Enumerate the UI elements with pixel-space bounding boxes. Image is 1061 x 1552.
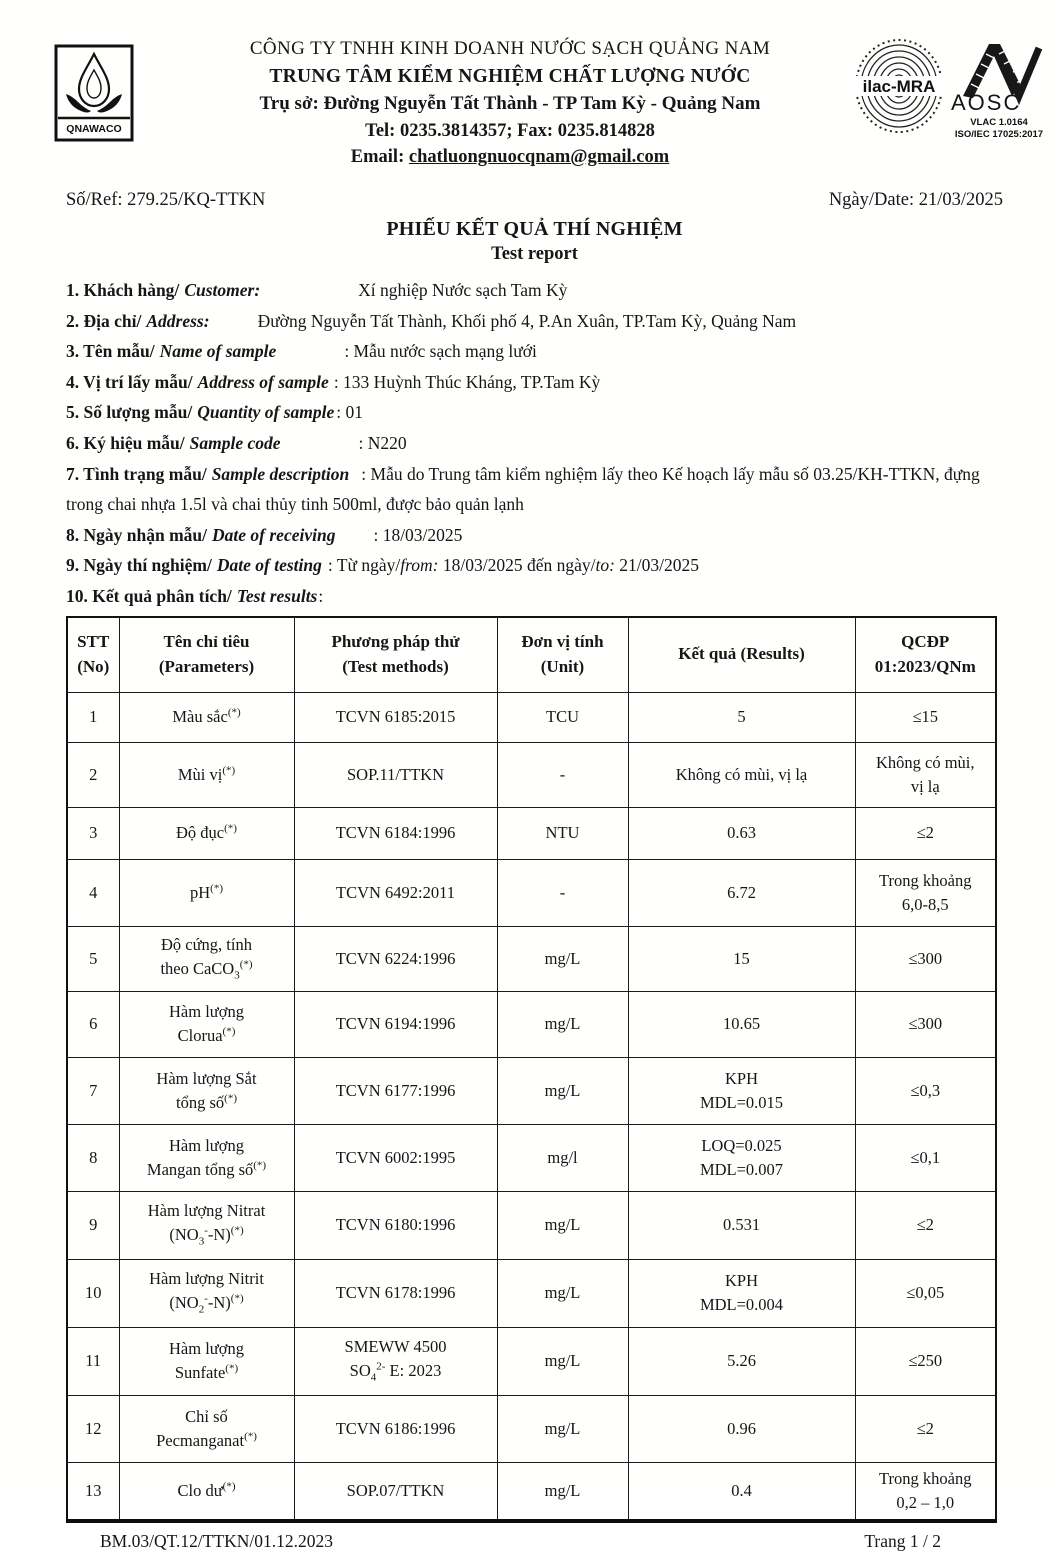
email-line <box>148 144 872 170</box>
table-row <box>67 1191 996 1259</box>
cell-no: 9 <box>67 1191 119 1259</box>
info-value: Xí nghiệp Nước sạch Tam Kỳ <box>358 280 568 300</box>
cell-method: TCVN 6224:1996 <box>294 926 497 991</box>
cell-result: 0.4 <box>628 1462 855 1521</box>
tel-fax: Tel: 0235.3814357; Fax: 0235.814828 <box>365 120 655 141</box>
info-item <box>66 336 1003 367</box>
cell-param: Độ cứng, tính theo CaCO$_3$(*) <box>119 926 294 991</box>
cell-no: 1 <box>67 692 119 742</box>
cell-method: TCVN 6492:2011 <box>294 859 497 926</box>
cell-limit: ≤0,3 <box>855 1057 996 1124</box>
cell-param: Độ đục(*) <box>119 807 294 859</box>
info-item <box>66 520 1003 551</box>
cell-param: Mùi vị(*) <box>119 742 294 807</box>
results-table-header <box>67 617 996 693</box>
info-item <box>66 306 1003 337</box>
cell-unit: - <box>497 742 628 807</box>
cell-no: 13 <box>67 1462 119 1521</box>
table-row <box>67 926 996 991</box>
cell-method: TCVN 6186:1996 <box>294 1395 497 1462</box>
info-item <box>66 550 1003 581</box>
cell-no: 11 <box>67 1327 119 1395</box>
page-footer <box>100 1531 941 1552</box>
cell-method: TCVN 6184:1996 <box>294 807 497 859</box>
cell-unit: mg/L <box>497 926 628 991</box>
cell-result: 10.65 <box>628 991 855 1057</box>
cell-unit: mg/L <box>497 1191 628 1259</box>
cell-no: 4 <box>67 859 119 926</box>
table-row <box>67 859 996 926</box>
ilac-mra-icon <box>853 34 945 142</box>
cell-result: 0.96 <box>628 1395 855 1462</box>
col-header-limit: QCĐP 01:2023/QNm <box>855 617 996 693</box>
head-office-address: Trụ sở: Đường Nguyễn Tất Thành - TP Tam Kỳ - Quảng Nam <box>259 92 761 114</box>
cell-param: Hàm lượng Nitrit $(NO_2^--N)^{(*)}$ <box>119 1259 294 1327</box>
table-row <box>67 1124 996 1191</box>
cell-result: LOQ=0.025 MDL=0.007 <box>628 1124 855 1191</box>
cell-limit: ≤2 <box>855 1191 996 1259</box>
table-row <box>67 1462 996 1521</box>
info-value: : <box>318 585 324 606</box>
cell-no: 5 <box>67 926 119 991</box>
cell-no: 10 <box>67 1259 119 1327</box>
letterhead <box>148 36 872 170</box>
cell-unit: TCU <box>497 692 628 742</box>
info-label-en: Customer: <box>184 280 261 300</box>
cell-no: 12 <box>67 1395 119 1462</box>
accreditation-logos <box>853 34 1049 142</box>
aosc-icon <box>949 34 1049 142</box>
cell-limit: ≤15 <box>855 692 996 742</box>
info-label-en: Sample code <box>189 432 281 453</box>
info-label-en: Quantity of sample <box>197 402 335 423</box>
cell-result: 5.26 <box>628 1327 855 1395</box>
info-list <box>66 275 1003 612</box>
cell-no: 7 <box>67 1057 119 1124</box>
cell-param: Hàm lượng Clorua(*) <box>119 991 294 1057</box>
document-date: Ngày/Date: 21/03/2025 <box>828 190 1003 210</box>
aosc-text: AOSC <box>951 90 1022 115</box>
cell-unit: mg/L <box>497 1462 628 1521</box>
ilac-mra-text: ilac-MRA <box>862 77 936 96</box>
info-item <box>66 397 1003 428</box>
table-row <box>67 1395 996 1462</box>
info-label-en: Name of sample <box>159 341 277 362</box>
center-name: TRUNG TÂM KIỂM NGHIỆM CHẤT LƯỢNG NƯỚC <box>269 65 751 87</box>
info-label-vi: 7. Tình trạng mẫu/ <box>66 463 207 484</box>
info-label-vi: 5. Số lượng mẫu/ <box>66 402 193 423</box>
cell-limit: ≤2 <box>855 1395 996 1462</box>
cell-method: TCVN 6194:1996 <box>294 991 497 1057</box>
info-item <box>66 367 1003 398</box>
info-label-vi: 1. Khách hàng/ <box>66 280 180 300</box>
col-header-no: STT (No) <box>67 617 119 693</box>
info-item <box>66 275 1003 306</box>
cell-param: Hàm lượng Mangan tổng số(*) <box>119 1124 294 1191</box>
cell-method: TCVN 6180:1996 <box>294 1191 497 1259</box>
document-ref: Số/Ref: 279.25/KQ-TTKN <box>66 190 266 210</box>
cell-unit: mg/L <box>497 1057 628 1124</box>
cell-result: 15 <box>628 926 855 991</box>
col-header-result: Kết quả (Results) <box>628 617 855 693</box>
info-label-en: Date of receiving <box>212 524 336 545</box>
table-row <box>67 742 996 807</box>
form-code: BM.03/QT.12/TTKN/01.12.2023 <box>100 1530 334 1551</box>
qnawaco-logo-text: QNAWACO <box>66 123 122 135</box>
results-table <box>66 616 997 1523</box>
cell-method: TCVN 6178:1996 <box>294 1259 497 1327</box>
cell-limit: Trong khoảng 0,2 – 1,0 <box>855 1462 996 1521</box>
cell-method: TCVN 6177:1996 <box>294 1057 497 1124</box>
info-label-en: Address of sample <box>197 371 329 392</box>
cell-method: SOP.11/TTKN <box>294 742 497 807</box>
page-subtitle: Test report <box>491 244 578 264</box>
info-item <box>66 459 1003 520</box>
info-label-vi: 9. Ngày thí nghiệm/ <box>66 555 212 576</box>
cell-unit: mg/L <box>497 991 628 1057</box>
info-label-vi: 10. Kết quả phân tích/ <box>66 585 232 606</box>
cell-unit: mg/L <box>497 1259 628 1327</box>
info-label-vi: 3. Tên mẫu/ <box>66 341 155 362</box>
cell-result: KPH MDL=0.015 <box>628 1057 855 1124</box>
info-label-vi: 4. Vị trí lấy mẫu/ <box>66 371 193 392</box>
cell-unit: mg/l <box>497 1124 628 1191</box>
col-header-unit: Đơn vị tính (Unit) <box>497 617 628 693</box>
results-table-body <box>67 692 996 1521</box>
cell-method: SOP.07/TTKN <box>294 1462 497 1521</box>
cell-param: Màu sắc(*) <box>119 692 294 742</box>
cell-param: Hàm lượng Sunfate(*) <box>119 1327 294 1395</box>
ref-date-row <box>66 190 1003 211</box>
cell-limit: ≤250 <box>855 1327 996 1395</box>
cell-limit: ≤300 <box>855 926 996 991</box>
info-label-en: Sample description <box>211 463 350 484</box>
cell-param: Hàm lượng Nitrat $(NO_3^--N)^{(*)}$ <box>119 1191 294 1259</box>
cell-limit: ≤300 <box>855 991 996 1057</box>
qnawaco-logo <box>54 44 134 147</box>
cell-param: Clo dư(*) <box>119 1462 294 1521</box>
info-value: : Mẫu nước sạch mạng lưới <box>344 341 537 362</box>
cell-limit: ≤0,1 <box>855 1124 996 1191</box>
cell-unit: mg/L <box>497 1327 628 1395</box>
cell-unit: NTU <box>497 807 628 859</box>
info-value: : Mẫu do Trung tâm kiểm nghiệm lấy theo Kế hoạch lấy mẫu số 03.25/KH-TTKN, đựng trong chai nhựa 1.5l và chai thủy tinh 500ml, được bảo quản lạnh <box>66 463 980 515</box>
cell-unit: - <box>497 859 628 926</box>
info-value: : 01 <box>336 402 364 423</box>
cell-limit: ≤0,05 <box>855 1259 996 1327</box>
table-row <box>67 1327 996 1395</box>
info-label-en: Date of testing <box>216 555 322 576</box>
email-address: chatluongnuocqnam@gmail.com <box>408 146 670 167</box>
water-drop-hands-icon <box>54 44 134 142</box>
cell-limit: ≤2 <box>855 807 996 859</box>
page-title: PHIẾU KẾT QUẢ THÍ NGHIỆM <box>386 218 683 240</box>
cell-method: TCVN 6185:2015 <box>294 692 497 742</box>
info-value: : 18/03/2025 <box>373 524 463 545</box>
col-header-method: Phương pháp thử (Test methods) <box>294 617 497 693</box>
cell-limit: Không có mùi, vị lạ <box>855 742 996 807</box>
info-item <box>66 428 1003 459</box>
info-label-vi: 6. Ký hiệu mẫu/ <box>66 432 185 453</box>
info-value: : N220 <box>358 432 407 453</box>
info-label-vi: 8. Ngày nhận mẫu/ <box>66 524 208 545</box>
cell-param: pH(*) <box>119 859 294 926</box>
cell-param: Hàm lượng Sắt tổng số(*) <box>119 1057 294 1124</box>
col-header-parameter: Tên chỉ tiêu (Parameters) <box>119 617 294 693</box>
table-row <box>67 1057 996 1124</box>
table-row <box>67 807 996 859</box>
info-value: : 133 Huỳnh Thúc Kháng, TP.Tam Kỳ <box>333 371 601 392</box>
info-label-en: Test results <box>236 585 318 606</box>
cell-no: 3 <box>67 807 119 859</box>
cell-method: TCVN 6002:1995 <box>294 1124 497 1191</box>
cell-result: Không có mùi, vị lạ <box>628 742 855 807</box>
company-name: CÔNG TY TNHH KINH DOANH NƯỚC SẠCH QUẢNG NAM <box>249 38 771 59</box>
cell-result: 0.63 <box>628 807 855 859</box>
info-label-vi: 2. Địa chỉ/ <box>66 310 142 331</box>
cell-no: 8 <box>67 1124 119 1191</box>
table-row <box>67 692 996 742</box>
email-label: Email: <box>350 146 405 167</box>
cell-result: 6.72 <box>628 859 855 926</box>
cell-limit: Trong khoảng 6,0-8,5 <box>855 859 996 926</box>
cell-result: 0.531 <box>628 1191 855 1259</box>
cell-no: 6 <box>67 991 119 1057</box>
cell-result: 5 <box>628 692 855 742</box>
cell-no: 2 <box>67 742 119 807</box>
cell-unit: mg/L <box>497 1395 628 1462</box>
info-item <box>66 581 1003 612</box>
table-row <box>67 991 996 1057</box>
cell-result: KPH MDL=0.004 <box>628 1259 855 1327</box>
table-row <box>67 1259 996 1327</box>
info-value: : Từ ngày/from: 18/03/2025 đến ngày/to: 21/03/2025 <box>327 555 700 576</box>
aosc-iso-standard: ISO/IEC 17025:2017 <box>954 129 1044 140</box>
info-label-en: Address: <box>146 310 210 331</box>
info-value: Đường Nguyễn Tất Thành, Khối phố 4, P.An Xuân, TP.Tam Kỳ, Quảng Nam <box>257 310 797 331</box>
cell-method: SMEWW 4500 $SO_4^{2-}$ E: 2023 <box>294 1327 497 1395</box>
page-number: Trang 1 / 2 <box>864 1530 941 1551</box>
cell-param: Chỉ số Pecmanganat(*) <box>119 1395 294 1462</box>
aosc-cert-number: VLAC 1.0164 <box>970 117 1028 128</box>
